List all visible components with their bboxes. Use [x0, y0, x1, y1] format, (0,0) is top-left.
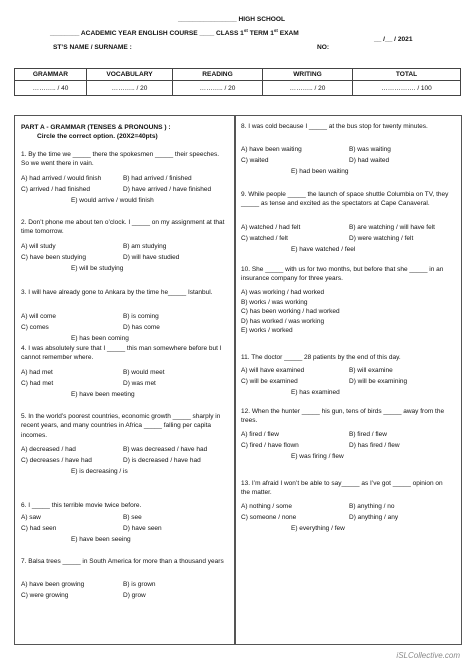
- answer-option[interactable]: E) everything / few: [291, 525, 345, 532]
- answer-option[interactable]: D) has come: [123, 324, 160, 331]
- answer-option[interactable]: C) watched / felt: [241, 235, 288, 242]
- score-grammar[interactable]: ……….. / 40: [15, 81, 87, 96]
- answer-option[interactable]: A) had met: [21, 369, 53, 376]
- question: [21, 557, 227, 599]
- answer-option[interactable]: E) would arrive / would finish: [71, 197, 154, 204]
- answer-option[interactable]: B) will examine: [349, 367, 393, 374]
- right-column: [234, 115, 462, 645]
- answer-option[interactable]: C) have been studying: [21, 254, 87, 261]
- answer-option[interactable]: B) is coming: [123, 313, 159, 320]
- answer-option[interactable]: E) have watched / feel: [291, 246, 356, 253]
- question-stem: 2. Don’t phone me about ten o’clock. I _____ on my assignment at that time tomorrow.: [21, 219, 225, 236]
- answer-option[interactable]: D) will have studied: [123, 254, 180, 261]
- part-title: PART A - GRAMMAR (TENSES & PRONOUNS ) :: [21, 124, 171, 131]
- score-writing[interactable]: ……….. / 20: [263, 81, 353, 96]
- answer-option[interactable]: A) will study: [21, 243, 56, 250]
- answer-option[interactable]: D) have arrived / have finished: [123, 186, 212, 193]
- question-stem: 13. I’m afraid I won’t be able to say_____ as I’ve got _____ opinion on the matter.: [241, 480, 443, 497]
- answer-option[interactable]: A) was working / had worked: [241, 289, 325, 296]
- question: [241, 407, 453, 460]
- answer-option[interactable]: C) comes: [21, 324, 49, 331]
- answer-option[interactable]: A) decreased / had: [21, 446, 76, 453]
- student-number-label: NO:: [317, 44, 330, 51]
- answer-option[interactable]: C) had met: [21, 380, 54, 387]
- course-line: ________ ACADEMIC YEAR ENGLISH COURSE ____ CLASS 1st TERM 1st EXAM: [50, 28, 299, 38]
- answer-option[interactable]: C) fired / have flown: [241, 442, 299, 449]
- score-vocabulary[interactable]: ……….. / 20: [87, 81, 173, 96]
- answer-option[interactable]: B) works / was working: [241, 298, 308, 306]
- score-header-total: TOTAL: [353, 69, 461, 81]
- answer-option[interactable]: C) waited: [241, 157, 269, 164]
- watermark: iSLCollective.com: [396, 651, 460, 660]
- school-line: ________________ HIGH SCHOOL: [178, 16, 286, 23]
- score-header-row: [15, 69, 461, 81]
- answer-option[interactable]: B) was waiting: [349, 146, 391, 153]
- answer-option[interactable]: E) has examined: [291, 389, 340, 396]
- answer-option[interactable]: D) were watching / felt: [349, 235, 414, 242]
- answer-option[interactable]: E) have been meeting: [71, 391, 135, 398]
- question-stem: 5. In the world’s poorest countries, economic growth _____ sharply in recent years, and many countries in Africa _____ falling per capita incomes.: [21, 413, 221, 439]
- answer-option[interactable]: D) has worked / was working: [241, 317, 325, 325]
- answer-option[interactable]: B) was decreased / have had: [123, 446, 208, 453]
- answer-option[interactable]: A) will come: [21, 313, 57, 320]
- question-stem: 8. I was cold because I _____ at the bus stop for twenty minutes.: [241, 123, 428, 130]
- answer-option[interactable]: C) were growing: [21, 592, 69, 599]
- answer-option[interactable]: C) arrived / had finished: [21, 186, 91, 193]
- answer-option[interactable]: A) have been growing: [21, 581, 85, 588]
- question-stem: 7. Balsa trees _____ in South America for more than a thousand years: [21, 558, 224, 565]
- answer-option[interactable]: C) has been working / had worked: [241, 308, 340, 315]
- answer-option[interactable]: D) grow: [123, 592, 146, 599]
- answer-option[interactable]: A) had arrived / would finish: [21, 175, 102, 182]
- answer-option[interactable]: D) anything / any: [349, 514, 399, 521]
- answer-option[interactable]: A) saw: [21, 514, 41, 521]
- question: [21, 344, 227, 398]
- answer-option[interactable]: A) nothing / some: [241, 503, 292, 510]
- score-header-reading: READING: [173, 69, 263, 81]
- answer-option[interactable]: B) fired / flew: [349, 431, 387, 438]
- score-header-grammar: GRAMMAR: [15, 69, 87, 81]
- answer-option[interactable]: C) decreases / have had: [21, 457, 92, 464]
- student-name-label: ST’S NAME / SURNAME :: [53, 44, 132, 51]
- answer-option[interactable]: C) someone / none: [241, 514, 297, 521]
- question-stem: 1. By the time we _____ there the spokesmen _____ their speeches. So we went there in vain.: [21, 151, 220, 168]
- answer-option[interactable]: B) would meet: [123, 369, 165, 376]
- score-table: [14, 68, 461, 96]
- score-header-vocabulary: VOCABULARY: [87, 69, 173, 81]
- question-stem: 11. The doctor _____ 28 patients by the end of this day.: [241, 354, 401, 361]
- answer-option[interactable]: E) had been waiting: [291, 168, 349, 175]
- answer-option[interactable]: E) have been seeing: [71, 536, 131, 543]
- question: [21, 150, 227, 204]
- answer-option[interactable]: D) have seen: [123, 525, 162, 532]
- question-stem: 6. I _____ this terrible movie twice before.: [21, 502, 142, 509]
- answer-option[interactable]: D) will be examining: [349, 378, 408, 385]
- question: [21, 218, 227, 272]
- answer-option[interactable]: B) am studying: [123, 243, 167, 250]
- answer-option[interactable]: C) had seen: [21, 525, 57, 532]
- answer-option[interactable]: B) is grown: [123, 581, 156, 588]
- answer-option[interactable]: A) have been waiting: [241, 146, 302, 153]
- question: [21, 288, 221, 342]
- question: [241, 479, 453, 532]
- answer-option[interactable]: D) was met: [123, 380, 156, 387]
- question-stem: 3. I will have already gone to Ankara by the time he_____ Istanbul.: [21, 289, 213, 296]
- part-heading: [21, 123, 171, 141]
- question-stem: 10. She _____ with us for two months, but before that she _____ in an insurance company for three years.: [241, 266, 444, 283]
- answer-option[interactable]: B) are watching / will have felt: [349, 224, 435, 231]
- question-stem: 9. While people _____ the launch of space shuttle Columbia on TV, they _____ as tense and excited as the spectators at Cape Canaveral.: [241, 191, 449, 208]
- question-stem: 12. When the hunter _____ his gun, tens of birds _____ away from the trees.: [241, 408, 445, 425]
- answer-option[interactable]: A) fired / flew: [241, 431, 279, 438]
- answer-option[interactable]: A) watched / had felt: [241, 224, 301, 231]
- answer-option[interactable]: E) is decreasing / is: [71, 468, 128, 475]
- score-value-row: [15, 81, 461, 96]
- answer-option[interactable]: D) has fired / flew: [349, 442, 400, 449]
- answer-option[interactable]: E) has been coming: [71, 335, 129, 342]
- answer-option[interactable]: B) anything / no: [349, 503, 395, 510]
- answer-option[interactable]: E) was firing / flew: [291, 453, 344, 460]
- answer-option[interactable]: E) works / worked: [241, 327, 293, 334]
- question: [241, 265, 453, 334]
- answer-option[interactable]: B) had arrived / finished: [123, 175, 192, 182]
- question: [21, 412, 227, 475]
- question: [241, 190, 455, 253]
- score-header-writing: WRITING: [263, 69, 353, 81]
- answer-option[interactable]: C) will be examined: [241, 378, 298, 385]
- answer-option[interactable]: B) see: [123, 514, 142, 521]
- part-instruction: Circle the correct option. (20X2=40pts): [37, 133, 158, 140]
- question: [21, 501, 227, 543]
- score-total[interactable]: ……………. / 100: [353, 81, 461, 96]
- left-column: [14, 115, 236, 645]
- answer-option[interactable]: E) will be studying: [71, 265, 124, 272]
- question: [241, 353, 453, 396]
- answer-option[interactable]: A) will have examined: [241, 367, 305, 374]
- date-line: __ /__ / 2021: [374, 36, 413, 43]
- question-stem: 4. I was absolutely sure that I _____ this man somewhere before but I cannot remember where.: [21, 345, 222, 362]
- answer-option[interactable]: D) had waited: [349, 157, 390, 164]
- score-reading[interactable]: ……….. / 20: [173, 81, 263, 96]
- answer-option[interactable]: D) is decreased / have had: [123, 457, 201, 464]
- question: [241, 122, 453, 175]
- exam-header: [0, 0, 474, 70]
